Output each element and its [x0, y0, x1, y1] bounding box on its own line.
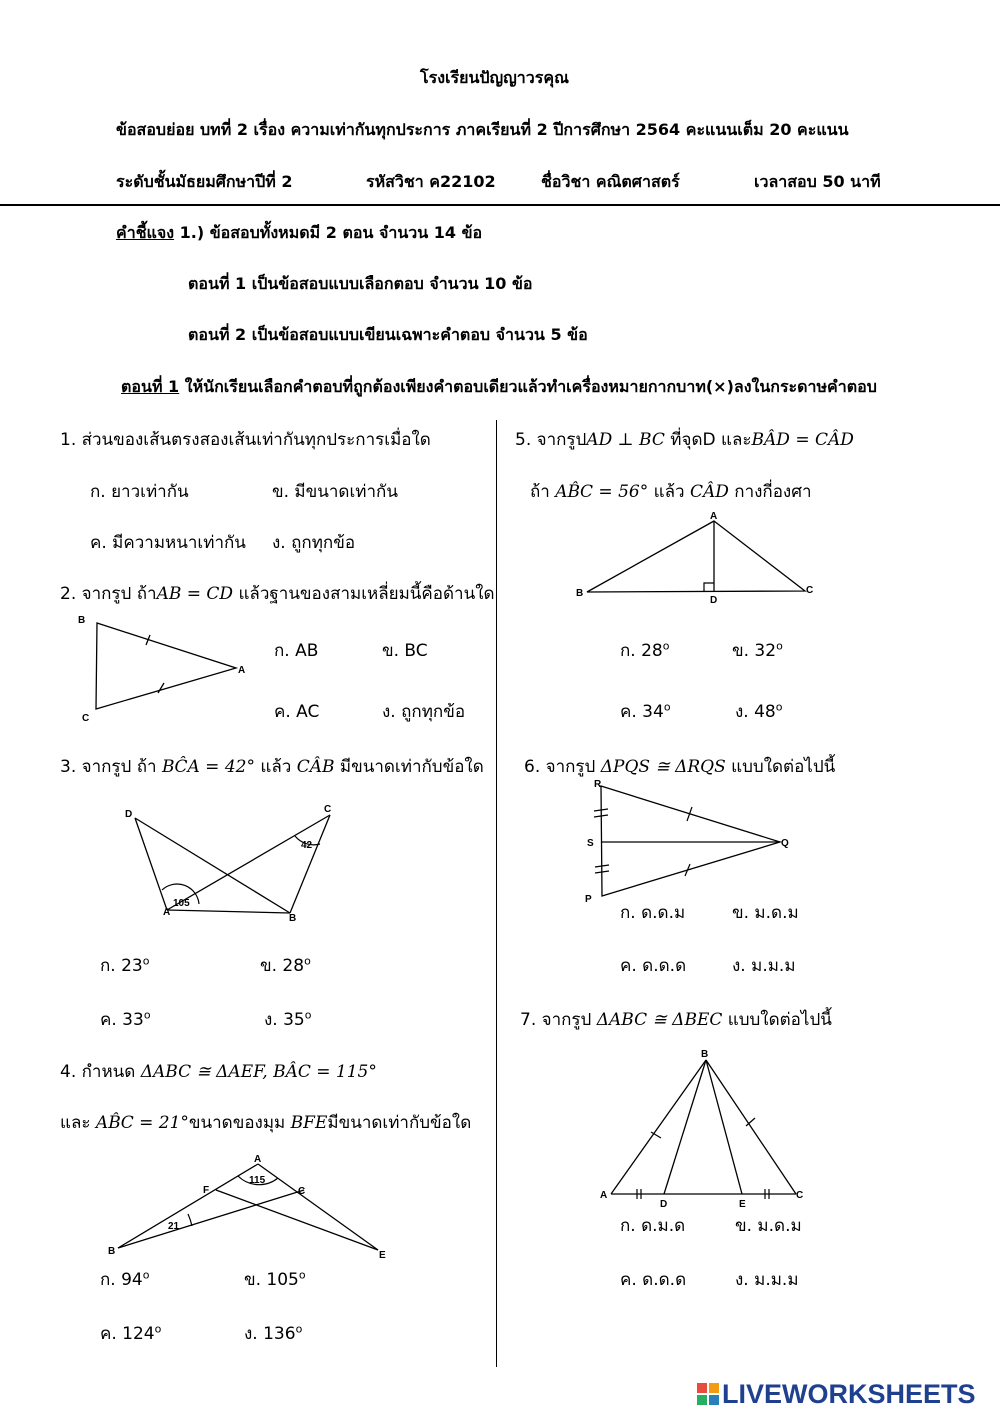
q7-line-bc [706, 1060, 796, 1194]
q5-label-d: D [710, 595, 718, 606]
q6-label-p: P [585, 894, 592, 905]
q4-label-b: B [108, 1246, 116, 1257]
logo-square [709, 1395, 719, 1405]
q4-label-c: C [298, 1186, 306, 1197]
q7-label-e: E [739, 1199, 746, 1210]
q7-line-bd [664, 1060, 706, 1194]
q7-option-b[interactable]: ข. ม.ด.ม [735, 1216, 802, 1236]
q3-math2: CÂB [296, 757, 335, 777]
q6-option-b[interactable]: ข. ม.ด.ม [732, 903, 799, 923]
instructions-line3: ตอนที่ 2 เป็นข้อสอบแบบเขียนเฉพาะคำตอบ จำนวน 5 ข้อ [188, 325, 588, 344]
q7-label-c: C [796, 1190, 804, 1201]
exam-info: ข้อสอบย่อย บทที่ 2 เรื่อง ความเท่ากันทุกประการ ภาคเรียนที่ 2 ปีการศึกษา 2564 คะแนนเต็ม 20 คะแนน [116, 120, 849, 139]
q2-tick-ac [158, 683, 164, 693]
q3-option-b[interactable]: ข. 28$^o$ [260, 954, 311, 976]
q4-angle-b: 21 [168, 1221, 180, 1232]
q5-mid: ที่จุดD และ [664, 430, 752, 450]
q2-option-d[interactable]: ง. ถูกทุกข้อ [382, 702, 466, 722]
q5-label-c: C [806, 585, 814, 596]
q5-figure [570, 505, 830, 605]
q2-text [60, 580, 495, 607]
q6-pre: 6. จากรูป [524, 757, 601, 777]
q4-line-bc [118, 1190, 304, 1248]
q7-line-ba [611, 1060, 706, 1194]
q4-arc-b [188, 1214, 192, 1226]
q2-option-b[interactable]: ข. BC [382, 641, 428, 661]
q5-right-angle [704, 583, 714, 592]
course-name: ชื่อวิชา คณิตศาสตร์ [541, 172, 680, 191]
q2-option-a[interactable]: ก. AB [274, 641, 319, 661]
header-divider [0, 204, 1000, 206]
q4-label-a: A [254, 1154, 262, 1165]
q3-option-d[interactable]: ง. 35$^o$ [264, 1008, 312, 1030]
q7-option-c[interactable]: ค. ด.ด.ด [620, 1270, 687, 1290]
instructions-line1 [116, 221, 482, 246]
q5-math4: CÂD [689, 482, 729, 502]
q3-label-a: A [163, 907, 171, 918]
q2-label-b: B [78, 615, 86, 626]
q4-label-e: E [379, 1250, 386, 1261]
q4-pre: 4. กำหนด [60, 1062, 141, 1082]
q2-label-a: A [238, 665, 246, 676]
q6-text [524, 753, 835, 780]
q2-figure [70, 605, 270, 725]
column-divider [496, 420, 497, 1367]
part1-label: ตอนที่ 1 [121, 377, 180, 396]
q4-mid2: ขนาดของมุม [188, 1113, 291, 1133]
q6-math: ΔPQS ≅ ΔRQS [600, 757, 726, 777]
q4-text2 [60, 1109, 471, 1136]
q3-label-b: B [289, 913, 297, 924]
q5-post2: กางกี่องศา [728, 482, 812, 502]
q4-math1: ΔABC ≅ ΔAEF, BÂC = 115° [140, 1062, 377, 1082]
q6-option-d[interactable]: ง. ม.ม.ม [732, 956, 796, 976]
logo-square [709, 1383, 719, 1393]
q7-label-a: A [600, 1190, 608, 1201]
q6-label-r: R [594, 779, 602, 790]
q7-line-be [706, 1060, 742, 1194]
q7-option-d[interactable]: ง. ม.ม.ม [735, 1270, 799, 1290]
q6-triangle [601, 786, 780, 896]
q3-text [60, 753, 484, 780]
q4-text [60, 1058, 377, 1085]
q5-triangle [587, 521, 805, 592]
q3-label-c: C [324, 804, 332, 815]
q5-label-b: B [576, 588, 584, 599]
q6-label-q: Q [781, 838, 789, 849]
q4-option-b[interactable]: ข. 105$^o$ [244, 1268, 306, 1290]
q1-option-c[interactable]: ค. มีความหนาเท่ากัน [90, 533, 246, 553]
q3-figure [115, 800, 375, 930]
q3-mid: แล้ว [254, 757, 297, 777]
q5-text2 [530, 478, 812, 505]
q3-post: มีขนาดเท่ากับข้อใด [334, 757, 484, 777]
liveworksheets-logo [697, 1380, 976, 1408]
q1-option-a[interactable]: ก. ยาวเท่ากัน [90, 482, 189, 502]
q5-text [515, 426, 854, 453]
q7-text [520, 1006, 832, 1033]
q3-line-cb [290, 815, 330, 913]
q7-option-a[interactable]: ก. ด.ม.ด [620, 1216, 686, 1236]
logo-mark-icon [697, 1383, 719, 1405]
q7-post: แบบใดต่อไปนี้ [722, 1010, 832, 1030]
q3-option-a[interactable]: ก. 23$^o$ [100, 954, 150, 976]
logo-text: LIVEWORKSHEETS [722, 1378, 976, 1409]
q5-option-a[interactable]: ก. 28$^o$ [620, 639, 670, 661]
school-name: โรงเรียนปัญญาวรคุณ [420, 68, 569, 87]
q4-pre2: และ [60, 1113, 96, 1133]
q1-text: 1. ส่วนของเส้นตรงสองเส้นเท่ากันทุกประการเมื่อใด [60, 430, 431, 450]
logo-square [697, 1395, 707, 1405]
q4-math2: AB̂C = 21° [95, 1113, 189, 1133]
q5-math2: BÂD = CÂD [751, 430, 854, 450]
exam-time: เวลาสอบ 50 นาที [754, 172, 881, 191]
q7-label-d: D [660, 1199, 668, 1210]
q6-option-a[interactable]: ก. ด.ด.ม [620, 903, 686, 923]
q3-line-ab [167, 910, 290, 913]
q4-angle-a: 115 [249, 1175, 266, 1186]
q4-math3: BFE [290, 1113, 328, 1133]
instructions-label: คำชี้แจง [116, 223, 175, 242]
q7-pre: 7. จากรูป [520, 1010, 597, 1030]
q3-line-ac [167, 815, 330, 910]
part1-text: ให้นักเรียนเลือกคำตอบที่ถูกต้องเพียงคำตอบเดียวแล้วทำเครื่องหมายกากบาท(×)ลงในกระดาษคำตอบ [184, 377, 877, 396]
q2-option-c[interactable]: ค. AC [274, 702, 320, 722]
q2-math: AB = CD [156, 584, 234, 604]
q2-triangle [96, 623, 236, 709]
q3-math1: BĈA = 42° [162, 757, 255, 777]
q4-option-c[interactable]: ค. 124$^o$ [100, 1322, 162, 1344]
q7-math: ΔABC ≅ ΔBEC [596, 1010, 723, 1030]
q4-post2: มีขนาดเท่ากับข้อใด [327, 1113, 472, 1133]
q6-figure [580, 778, 810, 908]
q5-option-c[interactable]: ค. 34$^o$ [620, 700, 671, 722]
course-code: รหัสวิชา ค22102 [366, 172, 496, 191]
logo-square [697, 1383, 707, 1393]
part1-instruction [121, 375, 877, 400]
q4-label-f: F [203, 1185, 210, 1196]
q4-option-d[interactable]: ง. 136$^o$ [244, 1322, 303, 1344]
q5-pre2: ถ้า [530, 482, 556, 502]
q3-line-db [135, 818, 290, 913]
q6-post: แบบใดต่อไปนี้ [725, 757, 836, 777]
q1-option-b[interactable]: ข. มีขนาดเท่ากัน [272, 482, 398, 502]
q5-option-b[interactable]: ข. 32$^o$ [732, 639, 783, 661]
q2-pre: 2. จากรูป ถ้า [60, 584, 157, 604]
q3-label-d: D [125, 809, 133, 820]
q5-mid2: แล้ว [648, 482, 690, 502]
q2-label-c: C [82, 713, 90, 724]
q3-angle-c: 42 [301, 840, 313, 851]
q3-angle-a: 105 [173, 898, 190, 909]
q5-label-a: A [710, 511, 718, 522]
q2-post: แล้วฐานของสามเหลี่ยมนี้คือด้านใด [233, 584, 495, 604]
q4-line-ae [258, 1164, 378, 1250]
q4-figure [100, 1150, 400, 1260]
q4-line-fe [216, 1190, 378, 1250]
q5-option-d[interactable]: ง. 48$^o$ [735, 700, 783, 722]
q1-option-d[interactable]: ง. ถูกทุกข้อ [272, 533, 356, 553]
q4-option-a[interactable]: ก. 94$^o$ [100, 1268, 150, 1290]
q5-math1: AD ⊥ BC [586, 430, 665, 450]
q7-label-b: B [701, 1049, 709, 1060]
q3-line-da [135, 818, 167, 910]
q6-option-c[interactable]: ค. ด.ด.ด [620, 956, 687, 976]
grade-level: ระดับชั้นมัธยมศึกษาปีที่ 2 [116, 172, 293, 191]
q3-option-c[interactable]: ค. 33$^o$ [100, 1008, 151, 1030]
q6-label-s: S [587, 838, 594, 849]
q4-line-ba [118, 1164, 258, 1248]
instructions-text: 1.) ข้อสอบทั้งหมดมี 2 ตอน จำนวน 14 ข้อ [179, 223, 483, 242]
q5-math3: AB̂C = 56° [555, 482, 649, 502]
q3-pre: 3. จากรูป ถ้า [60, 757, 162, 777]
q7-figure [595, 1040, 825, 1210]
q5-pre: 5. จากรูป [515, 430, 587, 450]
instructions-line2: ตอนที่ 1 เป็นข้อสอบแบบเลือกตอบ จำนวน 10 ข้อ [188, 274, 533, 293]
